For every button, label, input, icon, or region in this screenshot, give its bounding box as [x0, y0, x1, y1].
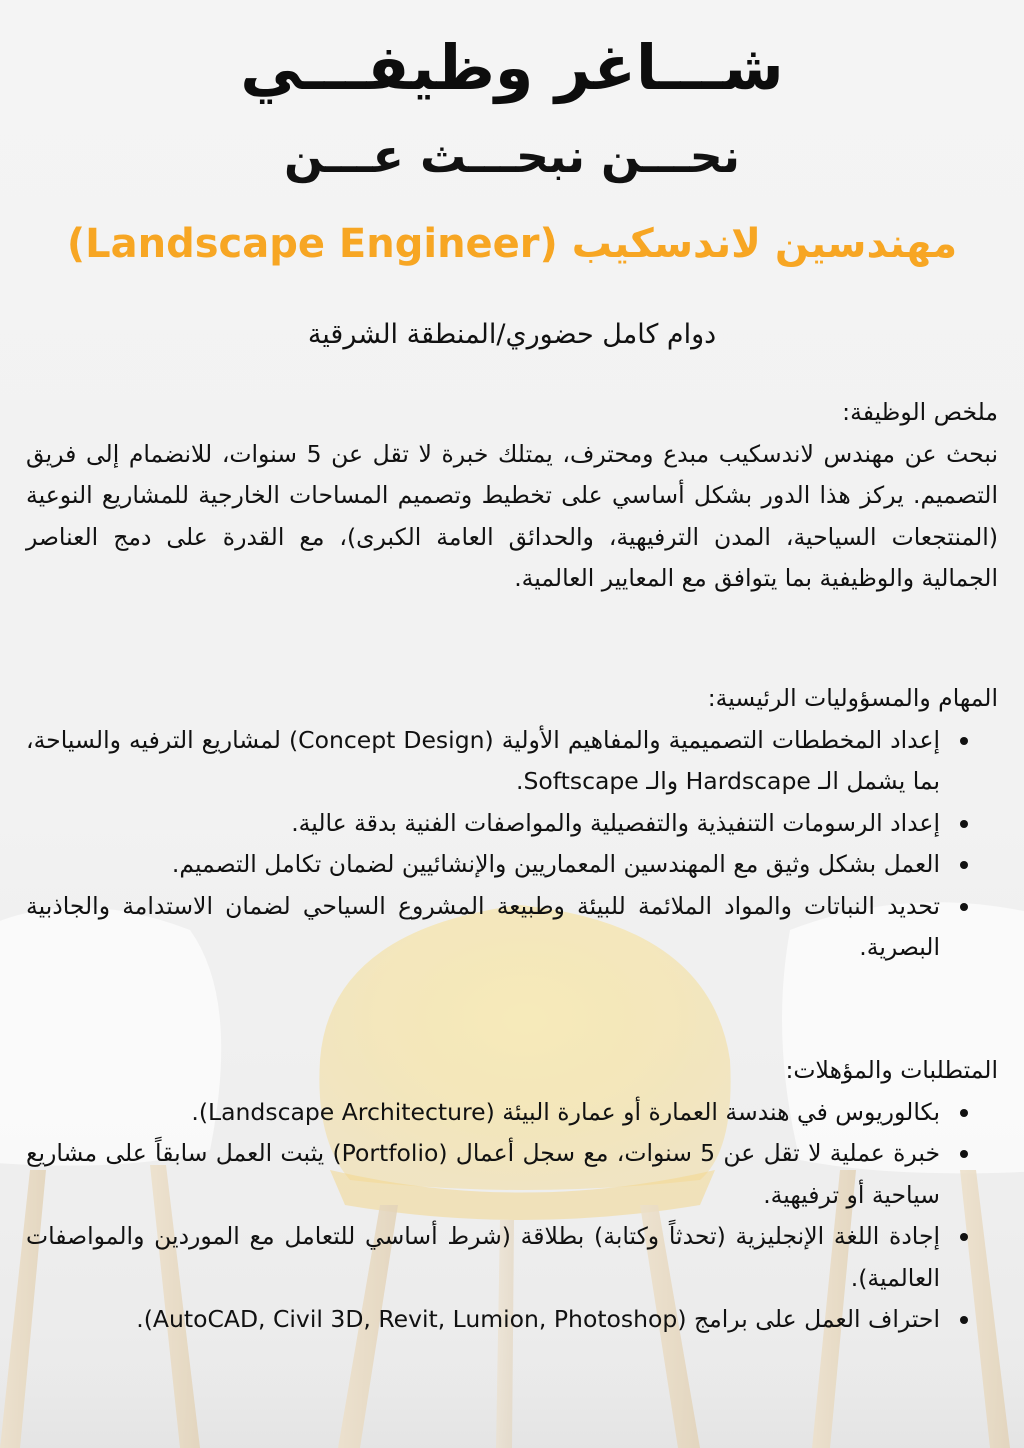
- bullet-icon: [960, 861, 968, 869]
- role-title: مهندسين لاندسكيب (Landscape Engineer): [66, 221, 958, 267]
- shift-info: دوام كامل حضوري/المنطقة الشرقية: [307, 319, 717, 350]
- summary-section: [26, 392, 998, 600]
- list-item: [26, 886, 998, 969]
- list-item: [26, 1299, 998, 1341]
- requirement-text: إجادة اللغة الإنجليزية (تحدثاً وكتابة) بطلاقة (شرط أساسي للتعامل مع الموردين والمواصفات العالمية).: [26, 1222, 940, 1292]
- list-item: [26, 844, 998, 886]
- duties-title: المهام والمسؤوليات الرئيسية:: [707, 684, 998, 712]
- bullet-icon: [960, 1316, 968, 1324]
- bullet-icon: [960, 820, 968, 828]
- duties-section: [26, 678, 998, 969]
- list-item: [26, 1092, 998, 1134]
- list-item: [26, 1133, 998, 1216]
- requirements-list: [26, 1092, 998, 1341]
- summary-title: ملخص الوظيفة:: [842, 398, 998, 426]
- requirements-title: المتطلبات والمؤهلات:: [785, 1056, 998, 1084]
- page-title: شـــاغر وظيفـــي: [240, 31, 784, 104]
- subtitle: نحـــن نبحـــث عـــن: [283, 129, 741, 183]
- requirements-section: [26, 1050, 998, 1341]
- bullet-icon: [960, 903, 968, 911]
- duty-text: العمل بشكل وثيق مع المهندسين المعماريين والإنشائيين لضمان تكامل التصميم.: [171, 850, 940, 878]
- list-item: [26, 803, 998, 845]
- bullet-icon: [960, 737, 968, 745]
- requirement-text: بكالوريوس في هندسة العمارة أو عمارة البيئة (Landscape Architecture).: [191, 1097, 940, 1126]
- bullet-icon: [960, 1109, 968, 1117]
- list-item: [26, 1216, 998, 1299]
- bullet-icon: [960, 1233, 968, 1241]
- duty-text: إعداد الرسومات التنفيذية والتفصيلية والمواصفات الفنية بدقة عالية.: [291, 808, 940, 837]
- duties-list: [26, 720, 998, 969]
- bullet-icon: [960, 1150, 968, 1158]
- requirement-text: خبرة عملية لا تقل عن 5 سنوات، مع سجل أعمال (Portfolio) يثبت العمل سابقاً على مشاريع سياحية أو ترفيهية.: [26, 1139, 940, 1209]
- requirement-text: احتراف العمل على برامج (AutoCAD, Civil 3D, Revit, Lumion, Photoshop).: [136, 1305, 940, 1333]
- summary-text: نبحث عن مهندس لاندسكيب مبدع ومحترف، يمتلك خبرة لا تقل عن 5 سنوات، للانضمام إلى فريق التصميم. يركز هذا الدور بشكل أساسي على تخطيط وتصميم المساحات الخارجية للمشاريع النوعية (المنتجعات السياحية، المدن الترفيهية، والحدائق العامة الكبرى)، مع القدرة على دمج العناصر الجمالية والوظيفية بما يتوافق مع المعايير العالمية.: [26, 439, 998, 592]
- duty-text: تحديد النباتات والمواد الملائمة للبيئة وطبيعة المشروع السياحي لضمان الاستدامة والجاذبية البصرية.: [26, 891, 940, 961]
- duty-text: إعداد المخططات التصميمية والمفاهيم الأولية (Concept Design) لمشاريع الترفيه والسياحة، بما يشمل الـ Hardscape والـ Softscape.: [26, 725, 941, 795]
- list-item: [26, 720, 998, 803]
